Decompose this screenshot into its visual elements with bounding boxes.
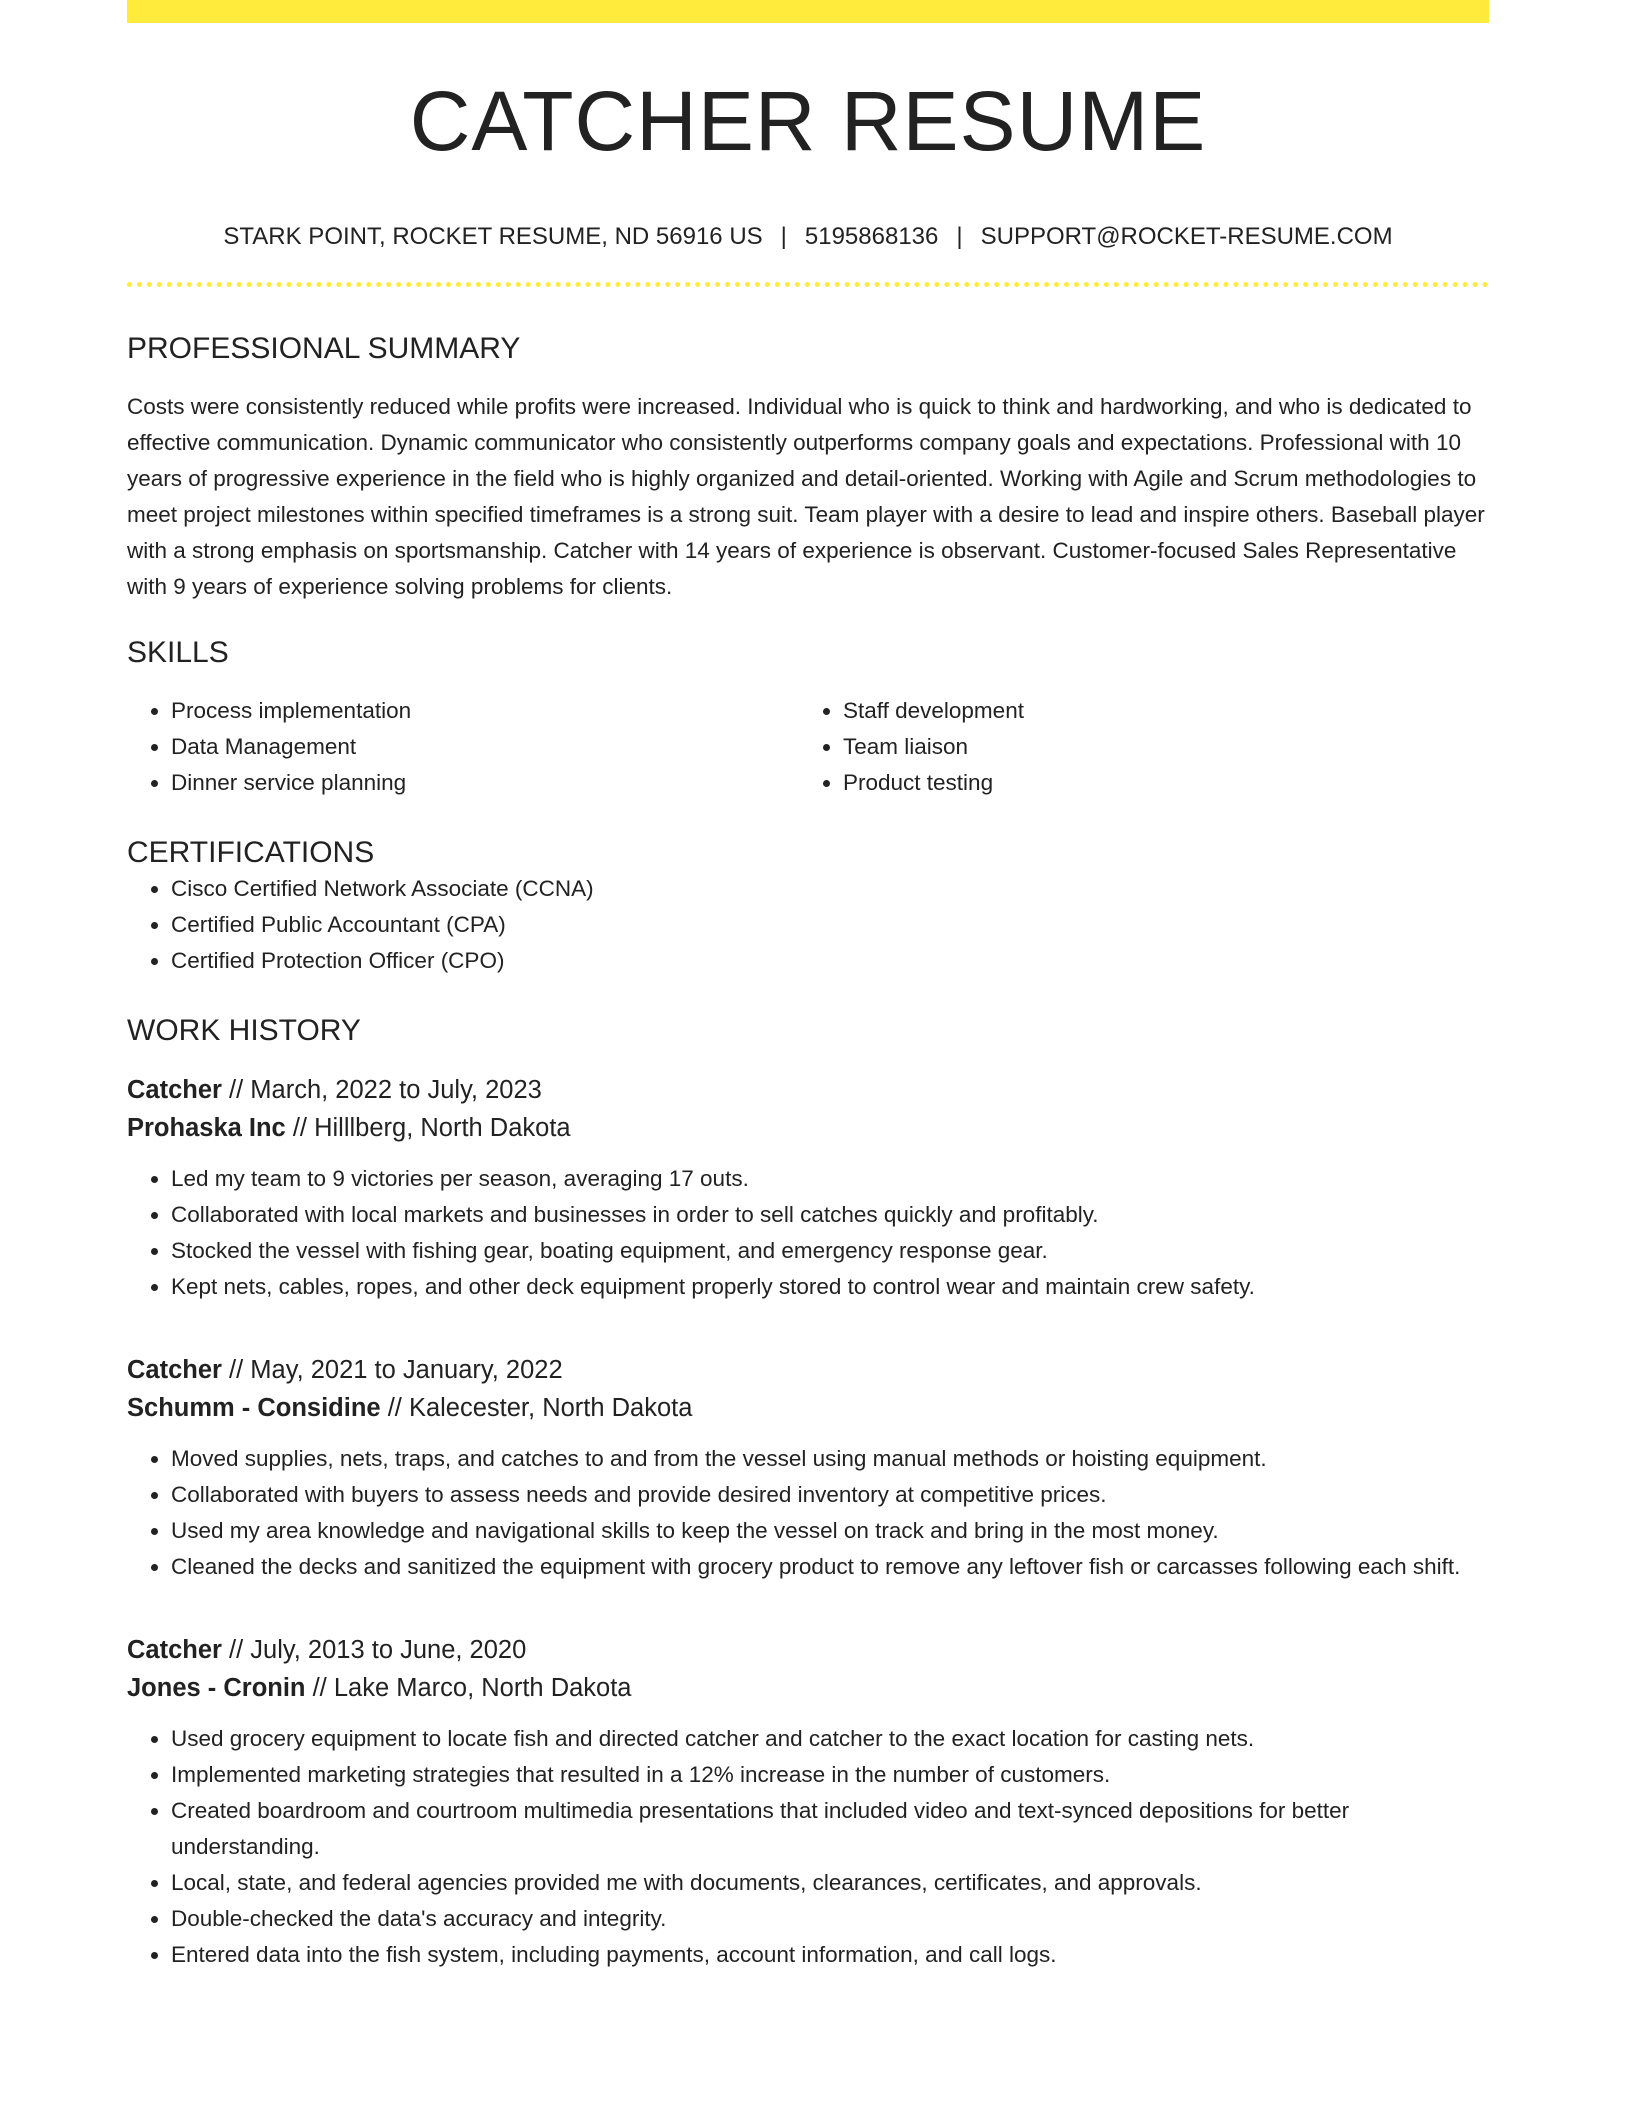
certification-item: • Certified Protection Officer (CPO) (171, 943, 1489, 979)
contact-separator: | (956, 223, 963, 250)
job-location: // Hilllberg, North Dakota (285, 1113, 571, 1142)
job-title-line (127, 1631, 1489, 1669)
skill-item: • Dinner service planning (171, 765, 799, 801)
certifications-list (127, 871, 1489, 979)
job-bullet: • Collaborated with local markets and businesses in order to sell catches quickly and profitably. (171, 1197, 1489, 1233)
job-bullet-list (127, 1721, 1489, 1973)
job-company: Prohaska Inc (127, 1113, 286, 1142)
job-bullet: • Entered data into the fish system, including payments, account information, and call logs. (171, 1937, 1489, 1973)
certifications-section (127, 835, 1489, 979)
job-title-line (127, 1071, 1489, 1109)
job-entry (127, 1631, 1489, 1973)
resume-name: CATCHER RESUME (409, 74, 1207, 168)
skill-item: • Staff development (843, 693, 1471, 729)
job-entry (127, 1071, 1489, 1305)
skills-list-left (127, 693, 799, 801)
job-company: Jones - Cronin (127, 1673, 306, 1702)
job-bullet: • Led my team to 9 victories per season, averaging 17 outs. (171, 1161, 1489, 1197)
job-bullet: • Used my area knowledge and navigational skills to keep the vessel on track and bring in the most money. (171, 1513, 1489, 1549)
job-bullet: • Collaborated with buyers to assess needs and provide desired inventory at competitive prices. (171, 1477, 1489, 1513)
job-bullet-list (127, 1441, 1489, 1585)
top-accent-bar (127, 0, 1489, 23)
job-bullet: • Cleaned the decks and sanitized the equipment with grocery product to remove any leftover fish or carcasses following each shift. (171, 1549, 1489, 1585)
job-dates: // March, 2022 to July, 2023 (221, 1075, 542, 1104)
contact-separator: | (780, 223, 787, 250)
job-bullet-list (127, 1161, 1489, 1305)
job-bullet: • Created boardroom and courtroom multimedia presentations that included video and text-synced depositions for better understanding. (171, 1793, 1489, 1865)
job-title-line (127, 1351, 1489, 1389)
skill-item: • Data Management (171, 729, 799, 765)
job-location: // Lake Marco, North Dakota (305, 1673, 632, 1702)
job-role: Catcher (127, 1355, 222, 1384)
skills-section (127, 635, 1489, 801)
job-location: // Kalecester, North Dakota (380, 1393, 693, 1422)
job-bullet: • Used grocery equipment to locate fish and directed catcher and catcher to the exact location for casting nets. (171, 1721, 1489, 1757)
certification-item: • Certified Public Accountant (CPA) (171, 907, 1489, 943)
work-history-heading: WORK HISTORY (127, 1013, 361, 1047)
job-bullet: • Moved supplies, nets, traps, and catches to and from the vessel using manual methods or hoisting equipment. (171, 1441, 1489, 1477)
contact-address: STARK POINT, ROCKET RESUME, ND 56916 US (223, 223, 763, 250)
certifications-heading: CERTIFICATIONS (127, 835, 375, 869)
job-bullet: • Double-checked the data's accuracy and integrity. (171, 1901, 1489, 1937)
resume-page (127, 0, 1489, 1973)
job-company: Schumm - Considine (127, 1393, 381, 1422)
skills-grid (127, 693, 1489, 801)
summary-heading: PROFESSIONAL SUMMARY (127, 331, 521, 365)
skills-column-left (127, 693, 799, 801)
skill-item: • Process implementation (171, 693, 799, 729)
certification-item: • Cisco Certified Network Associate (CCNA) (171, 871, 1489, 907)
job-company-line (127, 1109, 1489, 1147)
skills-heading: SKILLS (127, 635, 229, 669)
job-entry (127, 1351, 1489, 1585)
work-history-section (127, 1013, 1489, 1973)
job-dates: // July, 2013 to June, 2020 (221, 1635, 527, 1664)
job-company-line (127, 1669, 1489, 1707)
job-role: Catcher (127, 1075, 222, 1104)
job-bullet: • Local, state, and federal agencies provided me with documents, clearances, certificates, and approvals. (171, 1865, 1489, 1901)
summary-section (127, 331, 1489, 605)
header-divider (127, 282, 1489, 287)
contact-email: SUPPORT@ROCKET-RESUME.COM (980, 223, 1393, 250)
skill-item: • Product testing (843, 765, 1471, 801)
contact-phone: 5195868136 (804, 223, 939, 250)
summary-text: Costs were consistently reduced while profits were increased. Individual who is quick to think and hardworking, and who is dedicated to effective communication. Dynamic communicator who consistently outperforms company goals and expectations. Professional with 10 years of progressive experience in the field who is highly organized and detail-oriented. Working with Agile and Scrum methodologies to meet project milestones within specified timeframes is a strong suit. Team player with a desire to lead and inspire others. Baseball player with a strong emphasis on sportsmanship. Catcher with 14 years of experience is observant. Customer-focused Sales Representative with 9 years of experience solving problems for clients. (127, 393, 1485, 599)
job-bullet: • Implemented marketing strategies that resulted in a 12% increase in the number of customers. (171, 1757, 1489, 1793)
skills-column-right (799, 693, 1471, 801)
skills-list-right (799, 693, 1471, 801)
job-bullet: • Kept nets, cables, ropes, and other deck equipment properly stored to control wear and maintain crew safety. (171, 1269, 1489, 1305)
job-role: Catcher (127, 1635, 222, 1664)
job-company-line (127, 1389, 1489, 1427)
job-dates: // May, 2021 to January, 2022 (221, 1355, 563, 1384)
skill-item: • Team liaison (843, 729, 1471, 765)
contact-line (127, 223, 1489, 252)
job-bullet: • Stocked the vessel with fishing gear, boating equipment, and emergency response gear. (171, 1233, 1489, 1269)
